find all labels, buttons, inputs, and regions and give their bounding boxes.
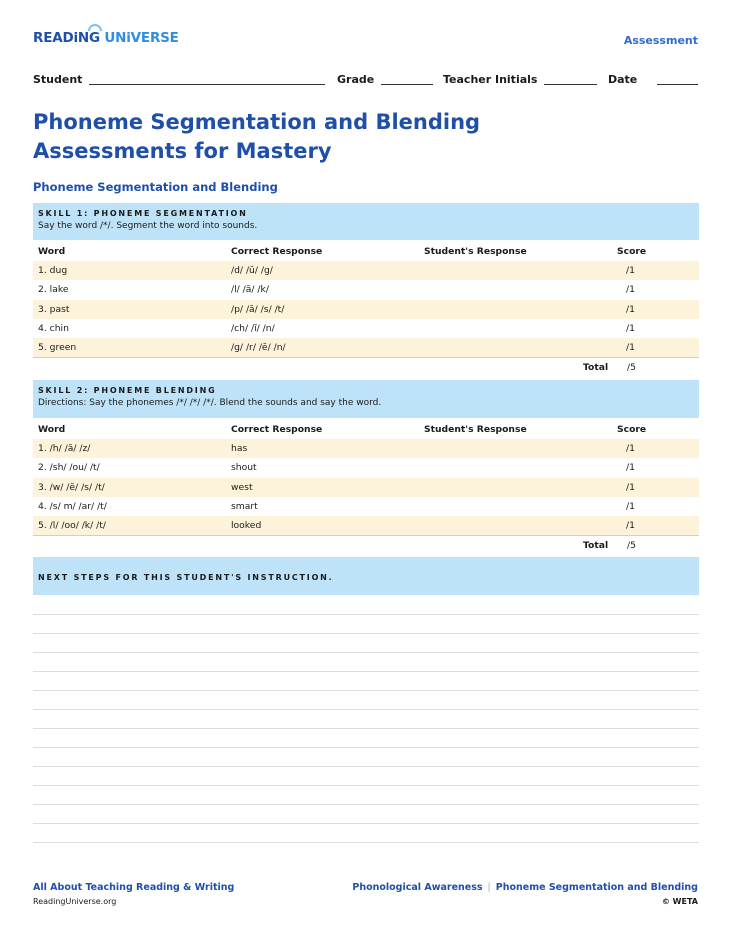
date-field[interactable] [657, 84, 698, 85]
column-header-score: Score [617, 424, 647, 435]
score-cell: /1 [626, 322, 635, 334]
writing-line[interactable] [33, 842, 699, 843]
table-row [33, 458, 699, 477]
teacher-initials-label: Teacher Initials [443, 73, 538, 86]
table-row [33, 338, 699, 357]
table-row [33, 300, 699, 319]
skill-2-table [33, 420, 699, 554]
table-header-row [33, 242, 699, 261]
correct-response-cell: /p/ /ă/ /s/ /t/ [231, 303, 285, 315]
footer-left [33, 882, 234, 906]
table-row [33, 280, 699, 299]
section-subtitle: Phoneme Segmentation and Blending [33, 180, 278, 194]
score-cell: /1 [626, 481, 635, 493]
student-label: Student [33, 73, 83, 86]
score-cell: /1 [626, 500, 635, 512]
table-row [33, 497, 699, 516]
breadcrumb-phonological-awareness[interactable]: Phonological Awareness [352, 882, 483, 893]
skill-2-header [33, 380, 699, 418]
score-cell: /1 [626, 443, 635, 455]
table-header-row [33, 420, 699, 439]
correct-response-cell: /ch/ /ĭ/ /n/ [231, 322, 275, 334]
footer-right [352, 882, 698, 906]
word-cell: 5. green [38, 341, 77, 353]
total-row [33, 535, 699, 554]
writing-line[interactable] [33, 804, 699, 805]
skill-1-header [33, 203, 699, 240]
word-cell: 3. /w/ /ĕ/ /s/ /t/ [38, 481, 105, 493]
correct-response-cell: looked [231, 519, 262, 531]
correct-response-cell: west [231, 481, 253, 493]
word-cell: 2. lake [38, 284, 69, 296]
score-cell: /1 [626, 341, 635, 353]
footer-url-link[interactable]: ReadingUniverse.org [33, 897, 117, 906]
column-header-word: Word [38, 424, 66, 435]
writing-line[interactable] [33, 633, 699, 634]
word-cell: 4. /s/ m/ /ar/ /t/ [38, 500, 107, 512]
column-header-correct-response: Correct Response [231, 424, 323, 435]
score-cell: /1 [626, 303, 635, 315]
reading-universe-logo[interactable] [33, 30, 179, 46]
writing-line[interactable] [33, 652, 699, 653]
table-row [33, 319, 699, 338]
breadcrumb-separator: | [487, 882, 491, 893]
table-row [33, 516, 699, 535]
date-label: Date [608, 73, 638, 86]
skill-1-table [33, 242, 699, 376]
column-header-students-response: Student's Response [424, 424, 527, 435]
skill-2-label: SKILL 2: PHONEME BLENDING [38, 386, 217, 395]
skill-1-label: SKILL 1: PHONEME SEGMENTATION [38, 209, 248, 218]
score-cell: /1 [626, 265, 635, 277]
footer-breadcrumb [352, 882, 698, 893]
page-title-line-1: Phoneme Segmentation and Blending [33, 110, 481, 134]
footer-copyright: © WETA [661, 897, 698, 906]
writing-line[interactable] [33, 671, 699, 672]
logo-word-universe: UNiVERSE [104, 30, 179, 46]
total-label: Total [583, 540, 609, 552]
column-header-students-response: Student's Response [424, 246, 527, 257]
table-row [33, 439, 699, 458]
word-cell: 2. /sh/ /ou/ /t/ [38, 462, 100, 474]
table-row [33, 478, 699, 497]
page-title-line-2: Assessments for Mastery [33, 139, 332, 163]
correct-response-cell: smart [231, 500, 258, 512]
writing-line[interactable] [33, 728, 699, 729]
score-cell: /1 [626, 462, 635, 474]
word-cell: 3. past [38, 303, 70, 315]
column-header-correct-response: Correct Response [231, 246, 323, 257]
breadcrumb-phoneme-segmentation[interactable]: Phoneme Segmentation and Blending [495, 882, 698, 893]
total-label: Total [583, 362, 609, 374]
correct-response-cell: /d/ /ŭ/ /g/ [231, 265, 273, 277]
next-steps-header [33, 557, 699, 595]
writing-line[interactable] [33, 785, 699, 786]
footer-series-title: All About Teaching Reading & Writing [33, 882, 235, 893]
total-value: /5 [627, 362, 636, 374]
writing-line[interactable] [33, 766, 699, 767]
score-cell: /1 [626, 519, 635, 531]
header-assessment-tag: Assessment [623, 34, 698, 47]
correct-response-cell: /g/ /r/ /ē/ /n/ [231, 341, 286, 353]
skill-2-directions: Directions: Say the phonemes /*/ /*/ /*/. Blend the sounds and say the word. [38, 398, 382, 408]
writing-line[interactable] [33, 614, 699, 615]
writing-line[interactable] [33, 709, 699, 710]
word-cell: 1. dug [38, 265, 68, 277]
column-header-score: Score [617, 246, 647, 257]
score-cell: /1 [626, 284, 635, 296]
correct-response-cell: shout [231, 462, 257, 474]
correct-response-cell: has [231, 443, 248, 455]
page-title [33, 108, 633, 166]
correct-response-cell: /l/ /ā/ /k/ [231, 284, 269, 296]
student-info-fields [33, 73, 698, 89]
word-cell: 1. /h/ /ă/ /z/ [38, 443, 91, 455]
table-row [33, 261, 699, 280]
total-value: /5 [627, 540, 636, 552]
column-header-word: Word [38, 246, 66, 257]
writing-line[interactable] [33, 747, 699, 748]
teacher-initials-field[interactable] [544, 84, 597, 85]
grade-field[interactable] [381, 84, 433, 85]
total-row [33, 357, 699, 376]
grade-label: Grade [337, 73, 375, 86]
student-field[interactable] [89, 84, 325, 85]
skill-1-directions: Say the word /*/. Segment the word into sounds. [38, 221, 258, 231]
logo-word-reading: READiNG [33, 30, 105, 46]
word-cell: 4. chin [38, 322, 69, 334]
writing-line[interactable] [33, 823, 699, 824]
next-steps-label: NEXT STEPS FOR THIS STUDENT'S INSTRUCTION. [38, 573, 334, 582]
word-cell: 5. /l/ /oo/ /k/ /t/ [38, 519, 106, 531]
writing-line[interactable] [33, 690, 699, 691]
